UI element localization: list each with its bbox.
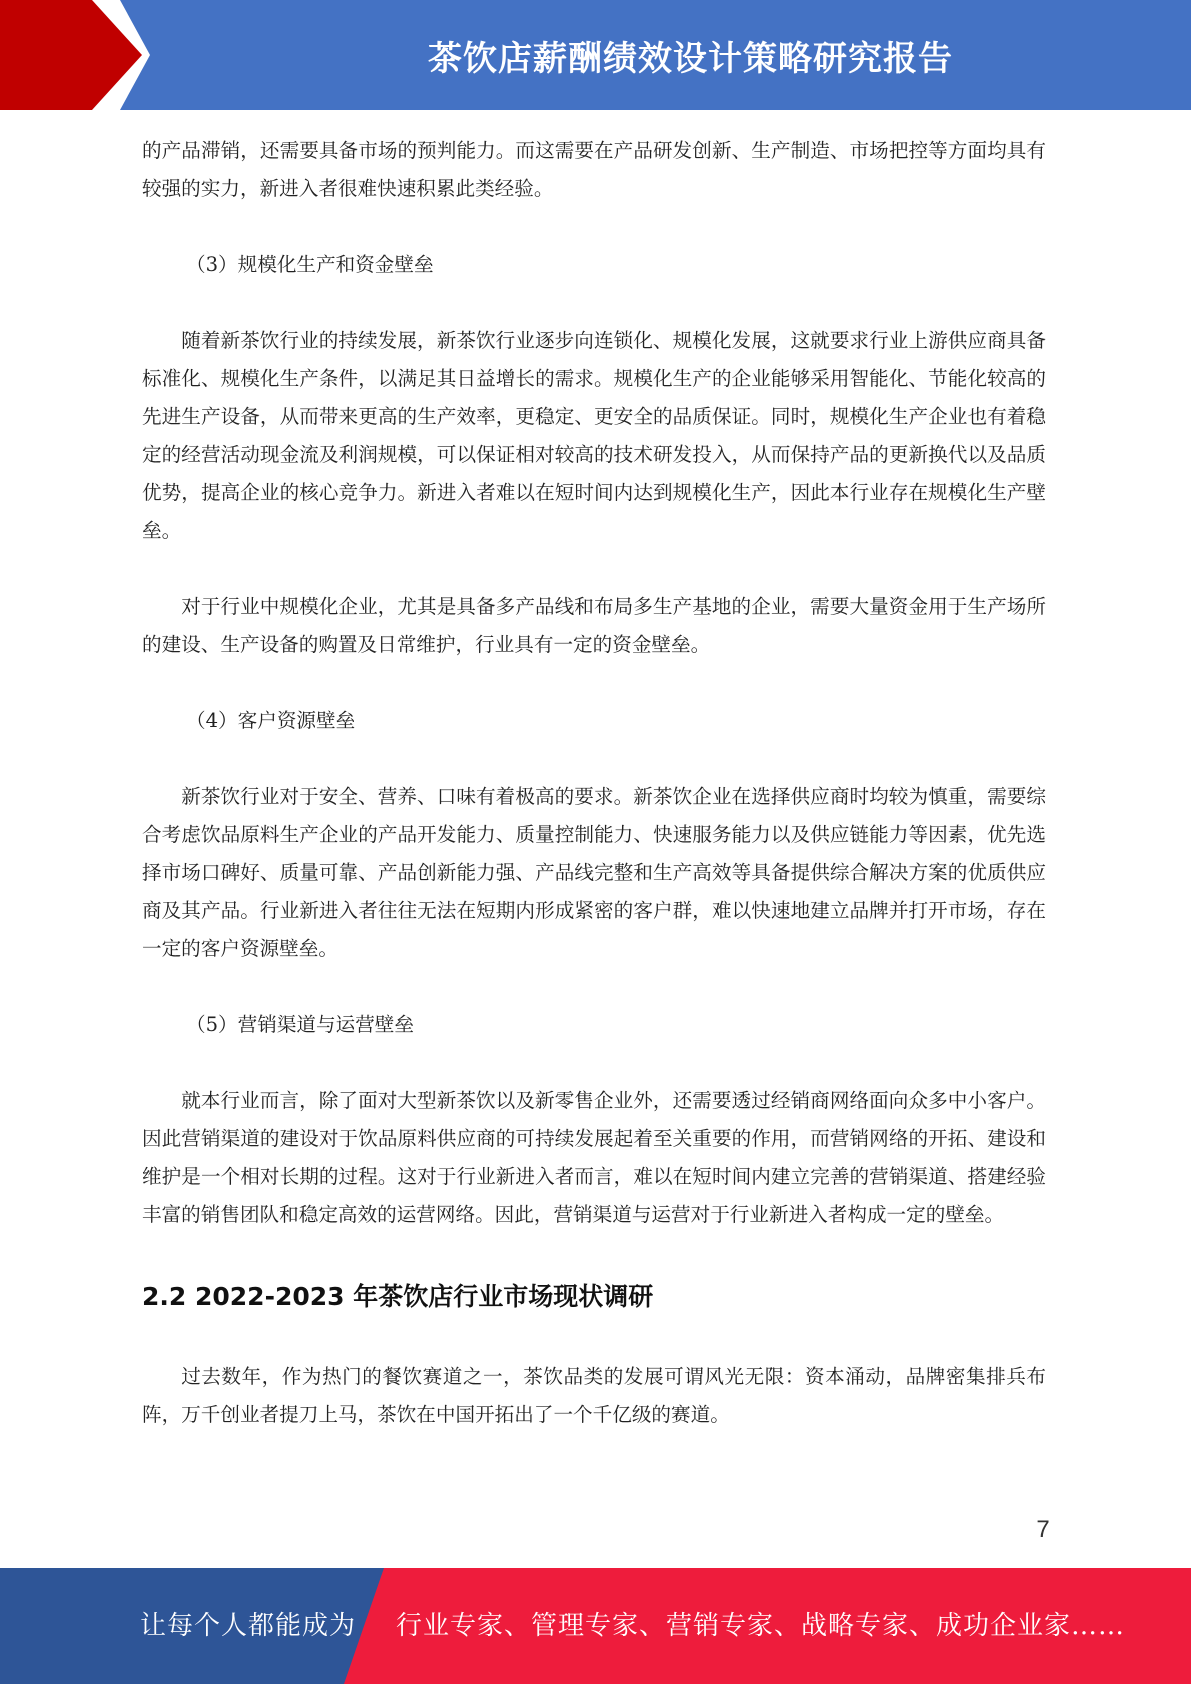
paragraph-customer-barrier: 新茶饮行业对于安全、营养、口味有着极高的要求。新茶饮企业在选择供应商时均较为慎重，需要综合考虑饮品原料生产企业的产品开发能力、质量控制能力、快速服务能力以及供应链能力等因素，优先选择市场口碑好、质量可靠、产品创新能力强、产品线完整和生产高效等具备提供综合解决方案的优质供应商及其产品。行业新进入者往往无法在短期内形成紧密的客户群，难以快速地建立品牌并打开市场，存在一定的客户资源壁垒。 bbox=[142, 785, 1046, 960]
footer-slogan-right: 行业专家、管理专家、营销专家、战略专家、成功企业家…… bbox=[396, 1611, 1126, 1641]
subheading-marketing-barrier: （5）营销渠道与运营壁垒 bbox=[186, 1013, 414, 1036]
document-body bbox=[142, 132, 1046, 1434]
page-header bbox=[0, 0, 1191, 110]
footer-slogan-left: 让每个人都能成为 bbox=[140, 1611, 357, 1641]
subheading-customer-barrier: （4）客户资源壁垒 bbox=[186, 709, 356, 732]
subheading-scale-capital-barrier: （3）规模化生产和资金壁垒 bbox=[186, 253, 434, 276]
paragraph-scale-production: 随着新茶饮行业的持续发展，新茶饮行业逐步向连锁化、规模化发展，这就要求行业上游供应商具备标准化、规模化生产条件，以满足其日益增长的需求。规模化生产的企业能够采用智能化、节能化较高的先进生产设备，从而带来更高的生产效率，更稳定、更安全的品质保证。同时，规模化生产企业也有着稳定的经营活动现金流及利润规模，可以保证相对较高的技术研发投入，从而保持产品的更新换代以及品质优势，提高企业的核心竞争力。新进入者难以在短时间内达到规模化生产，因此本行业存在规模化生产壁垒。 bbox=[142, 329, 1046, 542]
paragraph-capital-barrier: 对于行业中规模化企业，尤其是具备多产品线和布局多生产基地的企业，需要大量资金用于生产场所的建设、生产设备的购置及日常维护，行业具有一定的资金壁垒。 bbox=[142, 595, 1046, 656]
paragraph-continuation: 的产品滞销，还需要具备市场的预判能力。而这需要在产品研发创新、生产制造、市场把控等方面均具有较强的实力，新进入者很难快速积累此类经验。 bbox=[142, 139, 1046, 200]
paragraph-market-intro: 过去数年，作为热门的餐饮赛道之一，茶饮品类的发展可谓风光无限：资本涌动，品牌密集排兵布阵，万千创业者提刀上马，茶饮在中国开拓出了一个千亿级的赛道。 bbox=[142, 1365, 1046, 1426]
page-footer bbox=[0, 1568, 1191, 1684]
header-title: 茶饮店薪酬绩效设计策略研究报告 bbox=[428, 38, 953, 79]
section-title-market-survey: 2.2 2022-2023 年茶饮店行业市场现状调研 bbox=[142, 1282, 654, 1311]
page-number: 7 bbox=[1036, 1516, 1050, 1543]
paragraph-marketing-barrier: 就本行业而言，除了面对大型新茶饮以及新零售企业外，还需要透过经销商网络面向众多中小客户。因此营销渠道的建设对于饮品原料供应商的可持续发展起着至关重要的作用，而营销网络的开拓、建设和维护是一个相对长期的过程。这对于行业新进入者而言，难以在短时间内建立完善的营销渠道、搭建经验丰富的销售团队和稳定高效的运营网络。因此，营销渠道与运营对于行业新进入者构成一定的壁垒。 bbox=[142, 1089, 1046, 1226]
